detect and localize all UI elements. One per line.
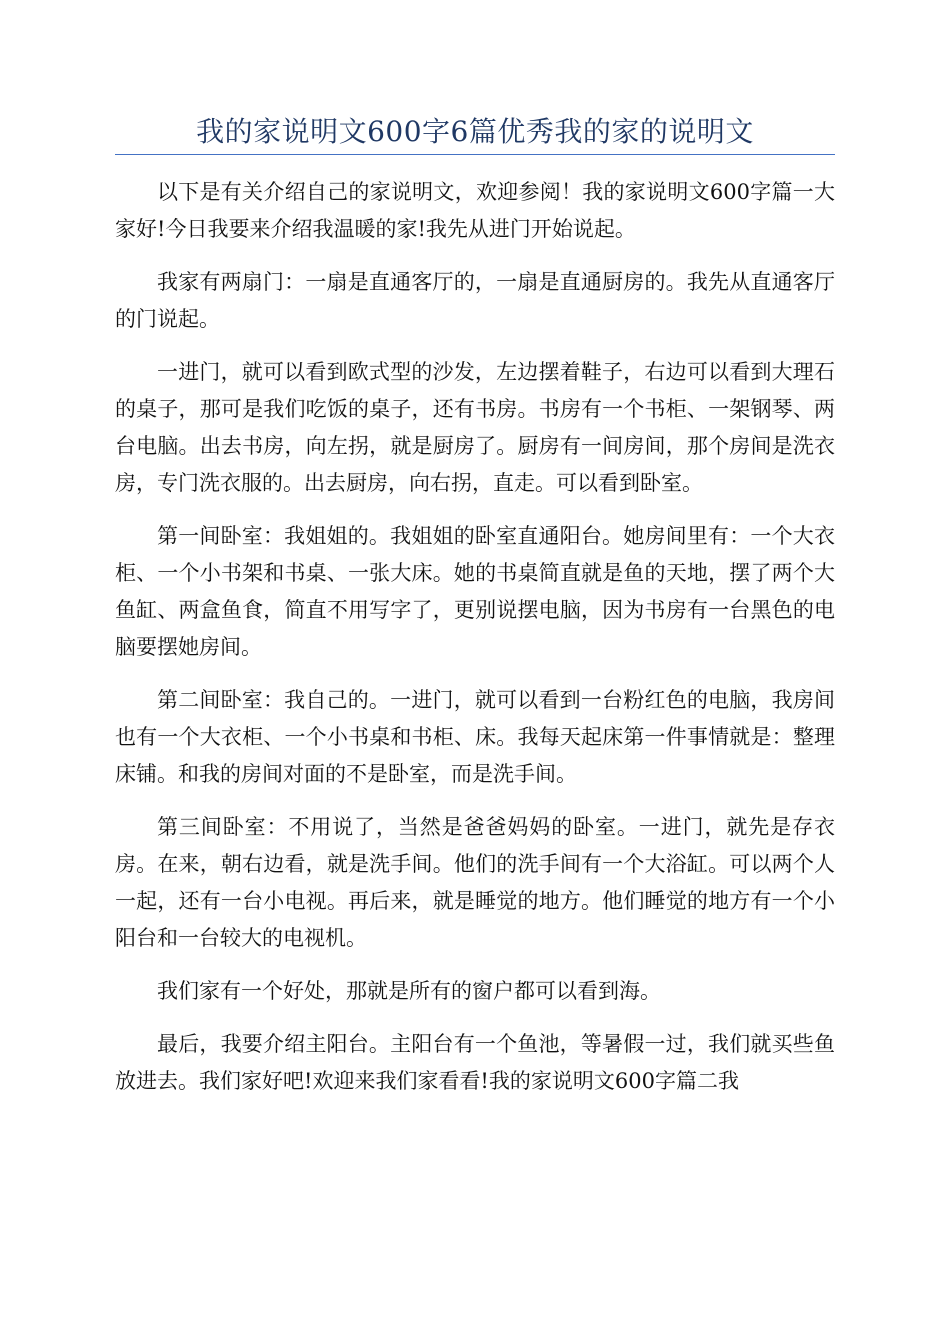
title-underline (115, 154, 835, 155)
paragraph-4: 第一间卧室：我姐姐的。我姐姐的卧室直通阳台。她房间里有：一个大衣柜、一个小书架和书桌、一张大床。她的书桌简直就是鱼的天地，摆了两个大鱼缸、两盒鱼食，简直不用写字了，更别说摆电脑，因为书房有一台黑色的电脑要摆她房间。 (115, 524, 835, 659)
document-body (115, 174, 835, 1116)
paragraph-1: 以下是有关介绍自己的家说明文，欢迎参阅！我的家说明文600字篇一大家好!今日我要来介绍我温暖的家!我先从进门开始说起。 (115, 180, 835, 241)
paragraph-7: 我们家有一个好处，那就是所有的窗户都可以看到海。 (157, 979, 661, 1003)
document-title: 我的家说明文600字6篇优秀我的家的说明文 (196, 115, 754, 148)
paragraph-3: 一进门，就可以看到欧式型的沙发，左边摆着鞋子，右边可以看到大理石的桌子，那可是我们吃饭的桌子，还有书房。书房有一个书柜、一架钢琴、两台电脑。出去书房，向左拐，就是厨房了。厨房有一间房间，那个房间是洗衣房，专门洗衣服的。出去厨房，向右拐，直走。可以看到卧室。 (115, 360, 835, 495)
paragraph-2: 我家有两扇门：一扇是直通客厅的，一扇是直通厨房的。我先从直通客厅的门说起。 (115, 270, 835, 331)
paragraph-5: 第二间卧室：我自己的。一进门，就可以看到一台粉红色的电脑，我房间也有一个大衣柜、一个小书桌和书柜、床。我每天起床第一件事情就是：整理床铺。和我的房间对面的不是卧室，而是洗手间。 (115, 688, 835, 786)
paragraph-8: 最后，我要介绍主阳台。主阳台有一个鱼池，等暑假一过，我们就买些鱼放进去。我们家好吧!欢迎来我们家看看!我的家说明文600字篇二我 (115, 1032, 835, 1093)
paragraph-6: 第三间卧室：不用说了，当然是爸爸妈妈的卧室。一进门，就先是存衣房。在来，朝右边看，就是洗手间。他们的洗手间有一个大浴缸。可以两个人一起，还有一台小电视。再后来，就是睡觉的地方。他们睡觉的地方有一个小阳台和一台较大的电视机。 (115, 815, 835, 950)
